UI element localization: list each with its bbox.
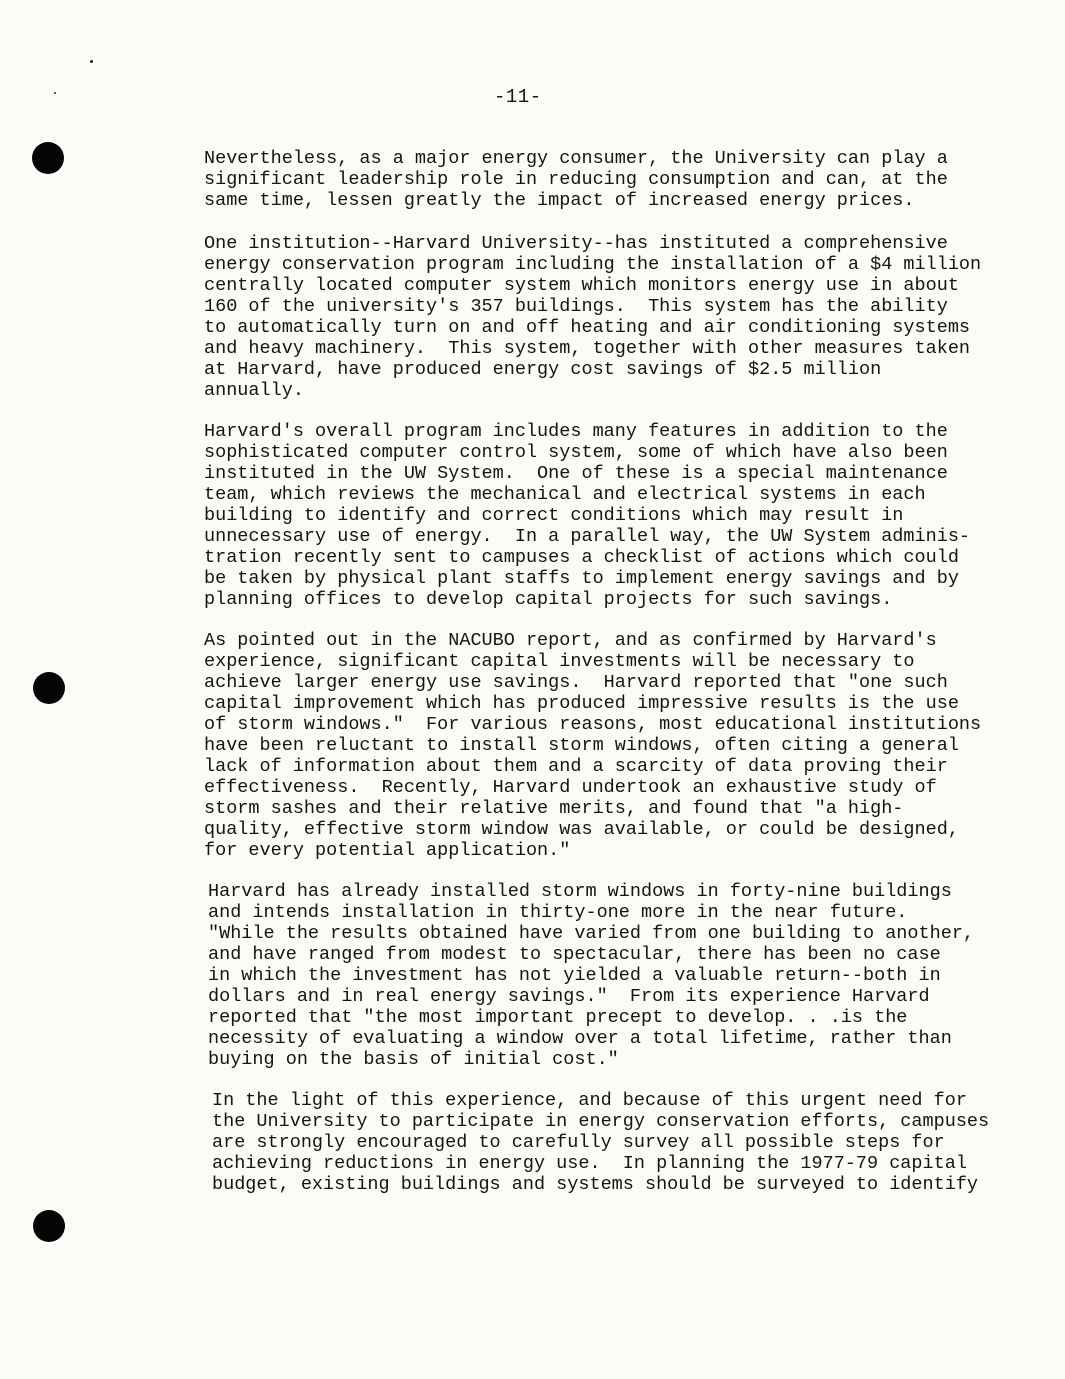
text-line: annually. [204,380,304,401]
text-line: unnecessary use of energy. In a parallel way, the UW System adminis- [204,526,971,547]
text-line: effectiveness. Recently, Harvard undertook an exhaustive study of [204,777,937,798]
text-line: centrally located computer system which monitors energy use in about [204,275,959,296]
text-line: and have ranged from modest to spectacular, there has been no case [208,944,941,965]
text-line: to automatically turn on and off heating and air conditioning systems [204,317,971,338]
paragraph [204,233,982,401]
text-line: storm sashes and their relative merits, and found that "a high- [204,798,904,819]
text-line: have been reluctant to install storm windows, often citing a general [204,735,959,756]
text-line: tration recently sent to campuses a checklist of actions which could [204,547,959,568]
text-line: and intends installation in thirty-one more in the near future. [208,902,908,923]
text-line: same time, lessen greatly the impact of increased energy prices. [204,190,915,211]
text-line: lack of information about them and a scarcity of data proving their [204,756,948,777]
text-line: Harvard has already installed storm windows in forty-nine buildings [208,881,952,902]
text-line: dollars and in real energy savings." From its experience Harvard [208,986,930,1007]
text-line: achieve larger energy use savings. Harvard reported that "one such [204,672,948,693]
text-line: sophisticated computer control system, some of which have also been [204,442,948,463]
text-line: be taken by physical plant staffs to implement energy savings and by [204,568,959,589]
body-text [204,148,990,1195]
punch-hole-middle [33,672,65,704]
text-line: instituted in the UW System. One of these is a special maintenance [204,463,948,484]
text-line: Harvard's overall program includes many features in addition to the [204,421,948,442]
text-line: budget, existing buildings and systems should be surveyed to identify [212,1174,979,1195]
text-line: 160 of the university's 357 buildings. This system has the ability [204,296,948,317]
page-number: -11- [494,86,542,108]
text-line: of storm windows." For various reasons, most educational institutions [204,714,982,735]
text-line: In the light of this experience, and because of this urgent need for [212,1090,967,1111]
text-line: and heavy machinery. This system, together with other measures taken [204,338,971,359]
text-line: "While the results obtained have varied from one building to another, [208,923,975,944]
text-line: achieving reductions in energy use. In planning the 1977-79 capital [212,1153,967,1174]
paragraph [204,421,971,610]
text-line: necessity of evaluating a window over a total lifetime, rather than [208,1028,952,1049]
paragraph [204,1090,990,1195]
text-line: in which the investment has not yielded a valuable return--both in [208,965,941,986]
punch-hole-bottom [33,1210,65,1242]
text-line: buying on the basis of initial cost." [208,1049,619,1070]
paragraph [204,630,982,861]
text-line: energy conservation program including the installation of a $4 million [204,254,982,275]
text-line: team, which reviews the mechanical and electrical systems in each [204,484,926,505]
text-line: planning offices to develop capital projects for such savings. [204,589,893,610]
paragraph [204,148,949,211]
text-line: at Harvard, have produced energy cost savings of $2.5 million [204,359,882,380]
text-line: Nevertheless, as a major energy consumer, the University can play a [204,148,948,169]
paragraph [204,881,975,1070]
text-line: As pointed out in the NACUBO report, and as confirmed by Harvard's [204,630,937,651]
text-line: for every potential application." [204,840,571,861]
text-line: quality, effective storm window was available, or could be designed, [204,819,959,840]
text-line: building to identify and correct conditions which may result in [204,505,904,526]
scan-speck [90,60,93,63]
text-line: are strongly encouraged to carefully survey all possible steps for [212,1132,945,1153]
text-line: capital improvement which has produced impressive results is the use [204,693,959,714]
text-line: One institution--Harvard University--has instituted a comprehensive [204,233,948,254]
text-line: significant leadership role in reducing consumption and can, at the [204,169,948,190]
text-line: experience, significant capital investments will be necessary to [204,651,915,672]
text-line: reported that "the most important precept to develop. . .is the [208,1007,908,1028]
punch-hole-top [32,142,64,174]
text-line: the University to participate in energy conservation efforts, campuses [212,1111,990,1132]
scan-speck [54,92,56,94]
